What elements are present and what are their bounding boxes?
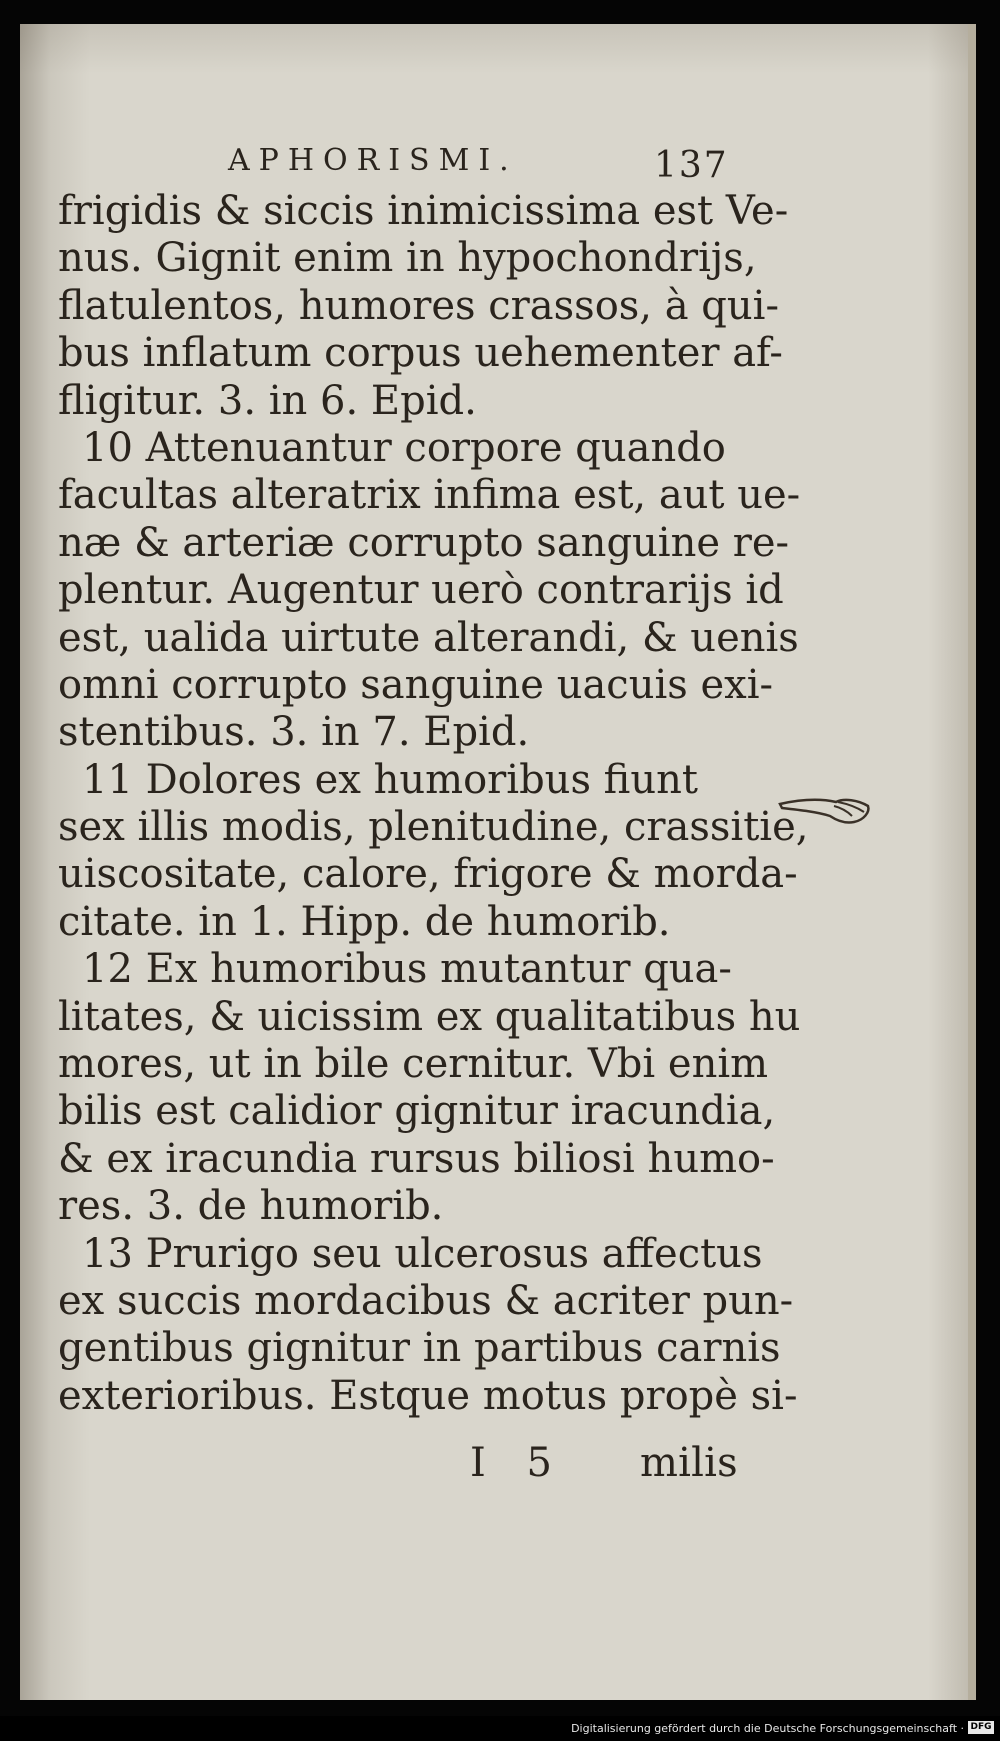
body-text	[58, 188, 809, 1420]
aphorism-12-start: 12 Ex humoribus mutantur qua-	[82, 946, 732, 993]
text-line: facultas alteratrix infima est, aut ue-	[58, 472, 801, 519]
dfg-logo: DFG	[968, 1721, 994, 1734]
text-line: fligitur. 3. in 6. Epid.	[58, 377, 477, 424]
signature-mark: I 5	[470, 1440, 566, 1486]
text-line: & ex iracundia rursus biliosi humo-	[58, 1135, 775, 1182]
text-line: citate. in 1. Hipp. de humorib.	[58, 898, 671, 945]
text-line: bilis est calidior gignitur iracundia,	[58, 1088, 776, 1135]
aphorism-11-start: 11 Dolores ex humoribus fiunt	[82, 756, 698, 803]
text-line: litates, & uicissim ex qualitatibus hu	[58, 993, 801, 1040]
text-line: stentibus. 3. in 7. Epid.	[58, 709, 530, 756]
page-number: 137	[654, 145, 729, 186]
text-line: ex succis mordacibus & acriter pun-	[58, 1277, 794, 1324]
text-line: uiscositate, calore, frigore & morda-	[58, 851, 798, 898]
text-line: plentur. Augentur uerò contrarijs id	[58, 567, 784, 614]
text-line: gentibus gignitur in partibus carnis	[58, 1325, 781, 1372]
text-line: omni corrupto sanguine uacuis exi-	[58, 661, 774, 708]
text-line: res. 3. de humorib.	[58, 1183, 444, 1230]
aphorism-10-start: 10 Attenuantur corpore quando	[82, 424, 726, 471]
page-edge	[968, 24, 976, 1700]
text-line: exterioribus. Estque motus propè si-	[58, 1372, 798, 1419]
text-line: nus. Gignit enim in hypochondrijs,	[58, 235, 757, 282]
funding-credit: Digitalisierung gefördert durch die Deutsche Forschungsgemeinschaft ·	[571, 1722, 964, 1735]
manicule-icon	[778, 790, 874, 830]
text-line: est, ualida uirtute alterandi, & uenis	[58, 614, 799, 661]
text-line: næ & arteriæ corrupto sanguine re-	[58, 519, 790, 566]
text-line: frigidis & siccis inimicissima est Ve-	[58, 188, 789, 234]
text-line: sex illis modis, plenitudine, crassitie,	[58, 804, 809, 851]
text-line: flatulentos, humores crassos, à qui-	[58, 282, 779, 329]
running-head: APHORISMI.	[228, 143, 518, 178]
catchword: milis	[640, 1440, 738, 1486]
aphorism-13-start: 13 Prurigo seu ulcerosus affectus	[82, 1230, 763, 1277]
text-line: bus inflatum corpus uehementer af-	[58, 330, 783, 377]
text-line: mores, ut in bile cernitur. Vbi enim	[58, 1041, 769, 1088]
